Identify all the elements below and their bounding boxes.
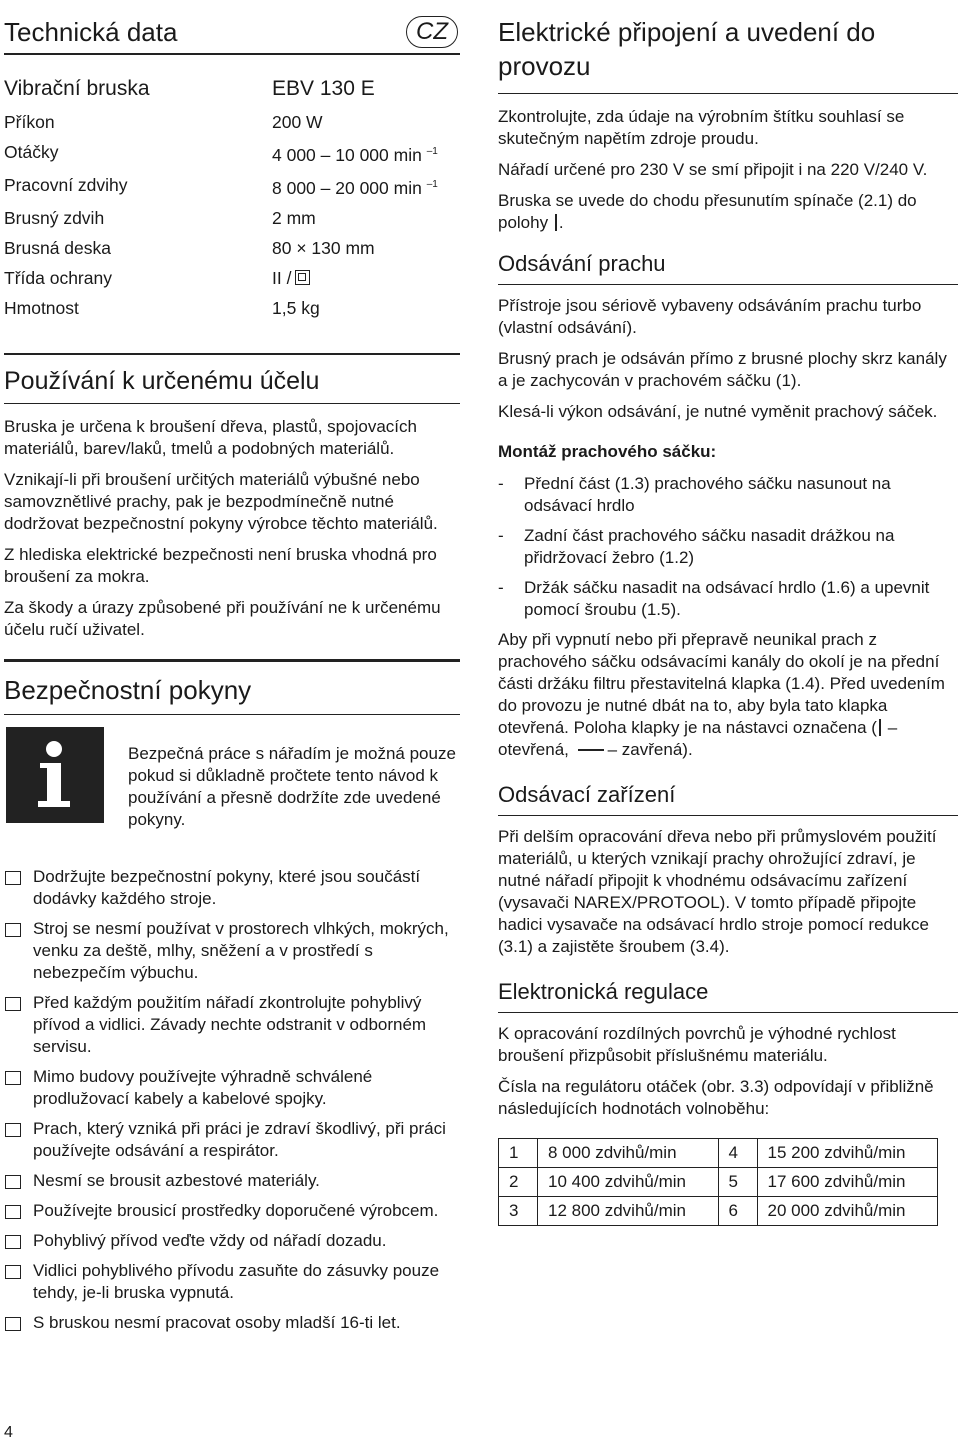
- safety-bullet-text: Před každým použitím nářadí zkontrolujte pohyblivý přívod a vidlici. Závady nechte odstranit v odborném servisu.: [33, 992, 427, 1056]
- left-column: [4, 0, 460, 1342]
- info-box: [4, 721, 460, 840]
- right-column: [498, 0, 958, 1226]
- use-paragraph: Bruska je určena k broušení dřeva, plastů, spojovacích materiálů, barev/laků, tmelů a podobných materiálů.: [4, 416, 417, 458]
- regulation-heading: Elektronická regulace: [498, 979, 709, 1004]
- open-symbol-icon: [879, 719, 881, 736]
- technical-data-heading: [4, 0, 460, 49]
- spec-value: II /: [272, 263, 460, 293]
- spec-label: Pracovní zdvihy: [4, 174, 128, 195]
- table-row: [499, 1168, 938, 1197]
- safety-bullet-text: Prach, který vzniká při práci je zdraví škodlivý, při práci používejte odsávání a respirátor.: [33, 1118, 446, 1160]
- regulation-table: [498, 1138, 938, 1226]
- electric-paragraph: Zkontrolujte, zda údaje na výrobním štítku souhlasí se skutečným napětím zdroje proudu.: [498, 107, 905, 148]
- safety-bullet-text: Mimo budovy používejte výhradně schválené prodlužovací kabely a kabelové spojky.: [33, 1066, 373, 1108]
- table-row: [499, 1139, 938, 1168]
- table-cell: 3: [499, 1197, 538, 1226]
- safety-bullets: [4, 866, 460, 1334]
- checkbox-bullet-icon: [5, 1123, 21, 1137]
- safety-bullet: [4, 992, 460, 1058]
- regulation-paragraph: K opracování rozdílných povrchů je výhodné rychlost broušení přizpůsobit příslušnému materiálu.: [498, 1024, 896, 1065]
- safety-bullet-text: Vidlici pohyblivého přívodu zasuňte do zásuvky pouze tehdy, je-li bruska vypnutá.: [33, 1260, 440, 1302]
- checkbox-bullet-icon: [5, 871, 21, 885]
- spec-label: Třída ochrany: [4, 267, 112, 288]
- electric-switch-paragraph: Bruska se uvede do chodu přesunutím spínače (2.1) do polohy .: [498, 191, 917, 232]
- page-number: 4: [4, 1424, 13, 1441]
- spec-label: Otáčky: [4, 142, 59, 162]
- safety-bullet: [4, 1118, 460, 1162]
- checkbox-bullet-icon: [5, 1175, 21, 1189]
- extraction-heading: Odsávací zařízení: [498, 782, 676, 807]
- extraction-paragraph: Při delším opracování dřeva nebo při průmyslovém použití materiálů, u kterých vznikají prachy ohrožující zdraví, je nutné nářadí připojit k vhodnému odsávacímu zařízení (vysavači NAREX/PROTOOL). V tomto případě připojte hadici vysavače na odsávací hrdlo stroje pomocí redukce (3.1) a zajistěte šroubem (3.4).: [498, 827, 937, 956]
- table-cell: 15 200 zdvihů/min: [757, 1139, 938, 1168]
- page-title: Technická data: [4, 16, 178, 47]
- flap-paragraph: Aby při vypnutí nebo při přepravě neunikal prach z prachového sáčku odsávacími kanály do okolí je na přední části držáku filtru přestavitelná klapka (1.4). Před uvedením do provozu je nutné dbát na to, aby byla tato klapka otevřená. Poloha klapky je na nástavci označena ( – otevřená, – zavřená).: [498, 630, 945, 759]
- spec-table: [4, 73, 460, 105]
- safety-bullet-text: Pohyblivý přívod veďte vždy od nářadí dozadu.: [33, 1230, 387, 1250]
- electric-paragraph: Nářadí určené pro 230 V se smí připojit i na 220 V/240 V.: [498, 160, 928, 179]
- table-cell: 8 000 zdvihů/min: [538, 1139, 719, 1168]
- spec-header-model: EBV 130 E: [272, 77, 375, 100]
- mount-steps: [498, 473, 958, 621]
- use-paragraph: Z hlediska elektrické bezpečnosti není bruska vhodná pro broušení za mokra.: [4, 544, 437, 586]
- double-insulation-icon: [295, 270, 310, 285]
- divider: [4, 403, 460, 404]
- divider: [4, 659, 460, 662]
- safety-bullet: [4, 1260, 460, 1304]
- use-paragraph: Za škody a úrazy způsobené při používání ne k určenému účelu ručí uživatel.: [4, 597, 441, 639]
- safety-bullet-text: Používejte brousicí prostředky doporučené výrobcem.: [33, 1200, 439, 1220]
- dust-heading: Odsávání prachu: [498, 251, 666, 276]
- table-cell: 2: [499, 1168, 538, 1197]
- safety-bullet: [4, 918, 460, 984]
- checkbox-bullet-icon: [5, 923, 21, 937]
- dust-paragraph: Klesá-li výkon odsávání, je nutné vyměnit prachový sáček.: [498, 402, 938, 421]
- checkbox-bullet-icon: [5, 1071, 21, 1085]
- mount-heading: Montáž prachového sáčku:: [498, 442, 717, 461]
- spec-rows: [4, 107, 460, 323]
- mount-step: - Zadní část prachového sáčku nasadit drážkou na přidržovací žebro (1.2): [498, 526, 895, 567]
- safety-bullet: [4, 1230, 460, 1252]
- checkbox-bullet-icon: [5, 1265, 21, 1279]
- spec-header-name: Vibrační bruska: [4, 77, 150, 100]
- safety-bullet-text: Dodržujte bezpečnostní pokyny, které jsou součástí dodávky každého stroje.: [33, 866, 421, 908]
- language-badge: CZ: [406, 16, 458, 48]
- checkbox-bullet-icon: [5, 1205, 21, 1219]
- electric-heading: Elektrické připojení a uvedení do provozu: [498, 17, 876, 81]
- safety-bullet-text: Nesmí se brousit azbestové materiály.: [33, 1170, 320, 1190]
- checkbox-bullet-icon: [5, 1317, 21, 1331]
- use-heading: Používání k určenému účelu: [4, 366, 320, 395]
- safety-bullet: [4, 1312, 460, 1334]
- safety-bullet-text: S bruskou nesmí pracovat osoby mladší 16-ti let.: [33, 1312, 401, 1332]
- closed-symbol-icon: [578, 749, 604, 751]
- spec-value: 8 000 – 20 000 min $^{-1}$: [272, 177, 438, 198]
- spec-label: Příkon: [4, 112, 55, 132]
- divider: [498, 815, 958, 816]
- table-cell: 10 400 zdvihů/min: [538, 1168, 719, 1197]
- regulation-paragraph: Čísla na regulátoru otáček (obr. 3.3) odpovídají v přibližně následujících hodnotách volnoběhu:: [498, 1077, 934, 1118]
- checkbox-bullet-icon: [5, 997, 21, 1011]
- safety-heading: Bezpečnostní pokyny: [4, 674, 252, 705]
- safety-bullet-text: Stroj se nesmí používat v prostorech vlhkých, mokrých, venku za deště, mlhy, sněžení a v prostředí s nebezpečím výbuchu.: [33, 918, 449, 982]
- spec-value: 4 000 – 10 000 min $^{-1}$: [272, 144, 438, 165]
- divider: [4, 714, 460, 715]
- table-cell: 17 600 zdvihů/min: [757, 1168, 938, 1197]
- table-cell: 12 800 zdvihů/min: [538, 1197, 719, 1226]
- info-text: Bezpečná práce s nářadím je možná pouze pokud si důkladně pročtete tento návod k používání a přesně dodržíte zde uvedené pokyny.: [128, 743, 456, 829]
- spec-value: 2 mm: [272, 207, 316, 228]
- spec-value: 1,5 kg: [272, 297, 320, 318]
- table-cell: 20 000 zdvihů/min: [757, 1197, 938, 1226]
- checkbox-bullet-icon: [5, 1235, 21, 1249]
- mount-step: - Přední část (1.3) prachového sáčku nasunout na odsávací hrdlo: [498, 474, 891, 515]
- dust-paragraph: Brusný prach je odsáván přímo z brusné plochy skrz kanály a je zachycován v prachovém sáčku (1).: [498, 349, 947, 390]
- table-cell: 4: [718, 1139, 757, 1168]
- spec-label: Brusný zdvih: [4, 207, 105, 228]
- safety-bullet: [4, 866, 460, 910]
- use-paragraph: Vznikají-li při broušení určitých materiálů výbušné nebo samovznětlivé prachy, pak je bezpodmínečně nutné dodržovat bezpečnostní pokyny výrobce těchto materiálů.: [4, 469, 438, 533]
- dust-paragraph: Přístroje jsou sériově vybaveny odsáváním prachu turbo (vlastní odsávání).: [498, 296, 922, 337]
- info-icon: [6, 727, 104, 823]
- on-position-icon: [555, 214, 557, 231]
- divider: [498, 284, 958, 285]
- safety-bullet: [4, 1170, 460, 1192]
- table-cell: 1: [499, 1139, 538, 1168]
- table-cell: 5: [718, 1168, 757, 1197]
- table-cell: 6: [718, 1197, 757, 1226]
- spec-label: Hmotnost: [4, 297, 79, 318]
- spec-value: 80 × 130 mm: [272, 237, 375, 258]
- spec-label: Brusná deska: [4, 237, 112, 258]
- safety-bullet: [4, 1200, 460, 1222]
- table-row: [499, 1197, 938, 1226]
- divider: [4, 353, 460, 355]
- safety-bullet: [4, 1066, 460, 1110]
- divider: [4, 53, 460, 55]
- spec-value: 200 W: [272, 112, 323, 132]
- divider: [498, 1012, 958, 1013]
- mount-step: - Držák sáčku nasadit na odsávací hrdlo (1.6) a upevnit pomocí šroubu (1.5).: [498, 578, 930, 619]
- divider: [498, 93, 958, 94]
